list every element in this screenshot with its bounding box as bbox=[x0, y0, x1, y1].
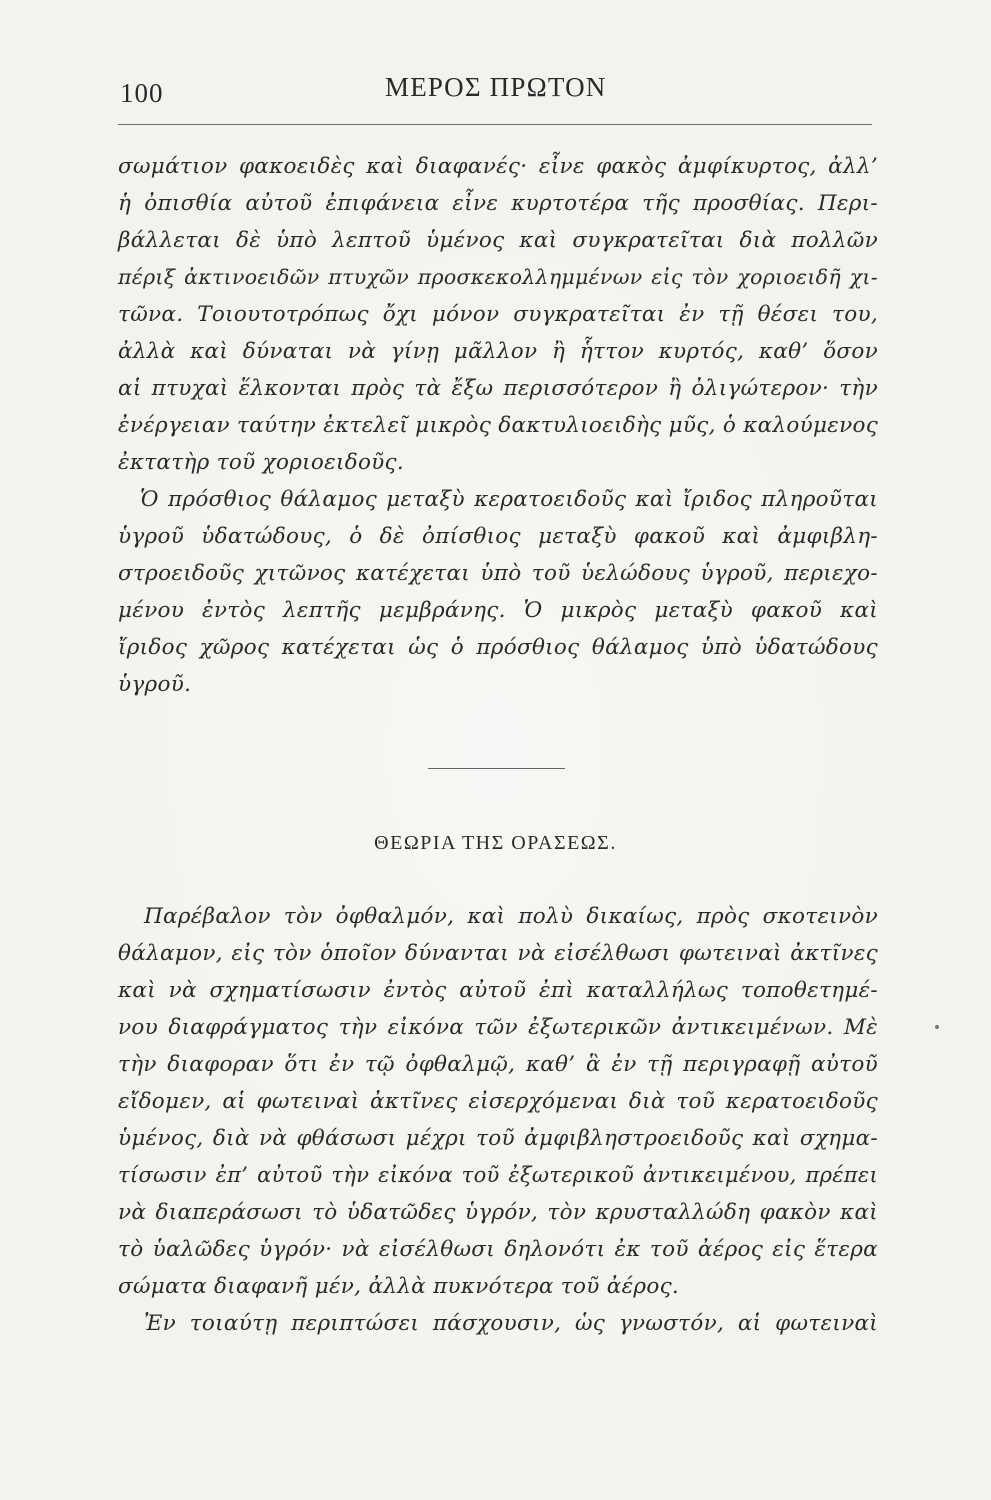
text-line: τὸ ὑαλῶδες ὑγρόν· νὰ εἰσέλθωσι δηλονότι ἐκ τοῦ ἀέρος εἰς ἕτερα bbox=[118, 1237, 878, 1262]
paragraph-first-line: Παρέβαλον τὸν ὀφθαλμόν, καὶ πολὺ δικαίως, πρὸς σκοτεινὸν bbox=[144, 904, 878, 929]
text-line: ὑγροῦ ὑδατώδους, ὁ δὲ ὀπίσθιος μεταξὺ φακοῦ καὶ ἀμφιβλη- bbox=[118, 524, 878, 549]
text-line: νου διαφράγματος τὴν εἰκόνα τῶν ἐξωτερικῶν ἀντικειμένων. Μὲ bbox=[118, 1015, 878, 1040]
text-block-anatomy bbox=[118, 148, 878, 703]
text-line: βάλλεται δὲ ὑπὸ λεπτοῦ ὑμένος καὶ συγκρατεῖται διὰ πολλῶν bbox=[118, 228, 878, 253]
text-line: πέριξ ἀκτινοειδῶν πτυχῶν προσκεκολλημμένων εἰς τὸν χοριοειδῆ χι- bbox=[118, 265, 878, 289]
text-line: ἐκτατὴρ τοῦ χοριοειδοῦς. bbox=[118, 450, 405, 475]
running-title: ΜΕΡΟΣ ΠΡΩΤΟΝ bbox=[385, 72, 607, 102]
text-line: τίσωσιν ἐπ’ αὐτοῦ τὴν εἰκόνα τοῦ ἐξωτερικοῦ ἀντικειμένου, πρέπει bbox=[118, 1163, 878, 1187]
text-line: νὰ διαπεράσωσι τὸ ὑδατῶδες ὑγρόν, τὸν κρυσταλλώδη φακὸν καὶ bbox=[118, 1200, 878, 1225]
paragraph-first-line: Ὁ πρόσθιος θάλαμος μεταξὺ κερατοειδοῦς καὶ ἴριδος πληροῦται bbox=[140, 487, 878, 512]
text-line: τὴν διαφοραν ὅτι ἐν τῷ ὀφθαλμῷ, καθ’ ἃ ἐν τῇ περιγραφῇ αὐτοῦ bbox=[118, 1052, 878, 1077]
text-line: σώματα διαφανῆ μέν, ἀλλὰ πυκνότερα τοῦ ἀέρος. bbox=[118, 1274, 680, 1299]
text-line: μένου ἐντὸς λεπτῆς μεμβράνης. Ὁ μικρὸς μεταξὺ φακοῦ καὶ bbox=[118, 598, 878, 623]
paragraph-first-line: Ἐν τοιαύτῃ περιπτώσει πάσχουσιν, ὡς γνωστόν, αἱ φωτειναὶ bbox=[144, 1311, 878, 1336]
text-line: εἴδομεν, αἱ φωτειναὶ ἀκτῖνες εἰσερχόμεναι διὰ τοῦ κερατοειδοῦς bbox=[118, 1089, 878, 1114]
text-line: ὑμένος, διὰ νὰ φθάσωσι μέχρι τοῦ ἀμφιβληστροειδοῦς καὶ σχημα- bbox=[118, 1126, 878, 1151]
text-line: καὶ νὰ σχηματίσωσιν ἐντὸς αὐτοῦ ἐπὶ καταλλήλως τοποθετημέ- bbox=[118, 978, 878, 1003]
text-line: ἡ ὀπισθία αὐτοῦ ἐπιφάνεια εἶνε κυρτοτέρα τῆς προσθίας. Περι- bbox=[118, 191, 878, 216]
page-number: 100 bbox=[120, 78, 164, 108]
section-separator bbox=[428, 768, 565, 769]
header-rule bbox=[118, 124, 872, 125]
text-line: ἐνέργειαν ταύτην ἐκτελεῖ μικρὸς δακτυλιοειδὴς μῦς, ὁ καλούμενος bbox=[118, 413, 879, 438]
text-line: τῶνα. Τοιουτοτρόπως ὄχι μόνον συγκρατεῖται ἐν τῇ θέσει του, bbox=[118, 302, 878, 327]
section-title: ΘΕΩΡΙΑ ΤΗΣ ΟΡΑΣΕΩΣ. bbox=[374, 832, 617, 854]
text-line: θάλαμον, εἰς τὸν ὁποῖον δύνανται νὰ εἰσέλθωσι φωτειναὶ ἀκτῖνες bbox=[118, 941, 878, 966]
text-line: ἴριδος χῶρος κατέχεται ὡς ὁ πρόσθιος θάλαμος ὑπὸ ὑδατώδους bbox=[118, 635, 878, 660]
text-line: αἱ πτυχαὶ ἕλκονται πρὸς τὰ ἔξω περισσότερον ἢ ὀλιγώτερον· τὴν bbox=[118, 376, 878, 401]
text-line: ἀλλὰ καὶ δύναται νὰ γίνῃ μᾶλλον ἢ ἧττον κυρτός, καθ’ ὅσον bbox=[118, 339, 878, 364]
text-line: σωμάτιον φακοειδὲς καὶ διαφανές· εἶνε φακὸς ἀμφίκυρτος, ἀλλ’ bbox=[118, 154, 878, 179]
text-line: στροειδοῦς χιτῶνος κατέχεται ὑπὸ τοῦ ὑελώδους ὑγροῦ, περιεχο- bbox=[118, 561, 878, 586]
text-block-theory bbox=[118, 898, 878, 1342]
ink-speck bbox=[935, 1025, 939, 1029]
text-line: ὑγροῦ. bbox=[118, 672, 192, 697]
